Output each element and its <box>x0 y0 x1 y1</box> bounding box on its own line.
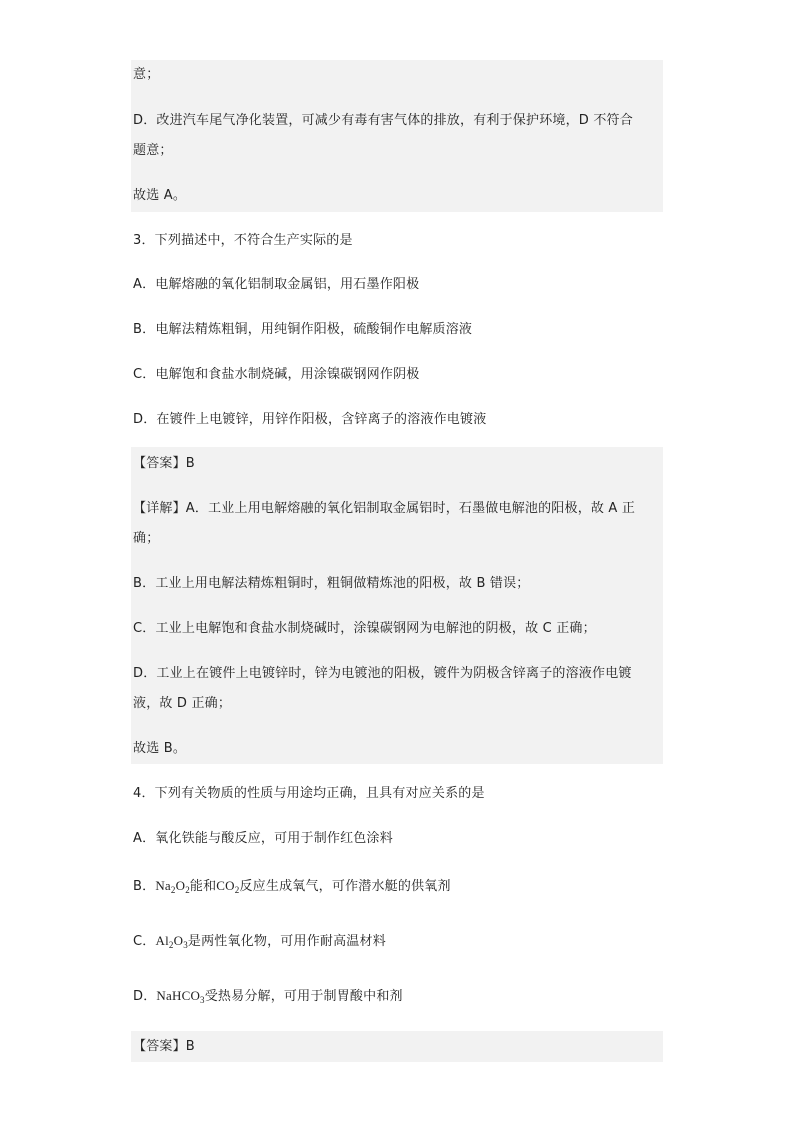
formula-part: NaHCO <box>156 988 201 1003</box>
option-d-suffix: 受热易分解，可用于制胃酸中和剂 <box>204 989 403 1004</box>
option-c-suffix: 是两性氧化物，可用作耐高温材料 <box>187 934 386 949</box>
q4-option-b <box>133 878 451 895</box>
q3-detail-d: D．工业上在镀件上电镀锌时，锌为电镀池的阳极，镀件为阴极含锌离子的溶液作电镀 <box>133 666 632 681</box>
q4-option-c <box>133 933 386 950</box>
formula-part: Na <box>155 878 171 893</box>
option-b-mid: 能和 <box>189 879 217 894</box>
formula-subscript: 3 <box>200 995 205 1005</box>
formula-subscript: 3 <box>183 940 188 950</box>
formula-co2 <box>216 878 239 893</box>
formula-subscript: 2 <box>234 885 240 895</box>
q3-option-c: C．电解饱和食盐水制烧碱，用涂镍碳钢网作阴极 <box>133 367 420 382</box>
option-b-suffix: 反应生成氧气，可作潜水艇的供氧剂 <box>239 879 451 894</box>
q3-detail-b: B．工业上用电解法精炼粗铜时，粗铜做精炼池的阳极，故 B 错误； <box>133 576 530 591</box>
q4-answer: 【答案】B <box>133 1039 195 1054</box>
q3-detail-a: 【详解】A．工业上用电解熔融的氧化铝制取金属铝时，石墨做电解池的阳极，故 A 正 <box>133 501 636 516</box>
formula-part: O <box>175 878 186 893</box>
q4-option-a: A．氧化铁能与酸反应，可用于制作红色涂料 <box>133 831 393 846</box>
q4-option-d <box>133 988 403 1005</box>
q3-detail-d-cont: 液，故 D 正确； <box>133 696 232 711</box>
formula-na2o2 <box>155 878 190 893</box>
prev-option-d-line: D．改进汽车尾气净化装置，可减少有毒有害气体的排放，有利于保护环境，D 不符合 <box>133 113 633 128</box>
formula-nahco3 <box>156 988 204 1003</box>
q3-answer: 【答案】B <box>133 456 195 471</box>
q4-answer-block <box>131 1031 663 1062</box>
q3-option-a: A．电解熔融的氧化铝制取金属铝，用石墨作阳极 <box>133 277 420 292</box>
prev-explanation-line: 意； <box>133 67 160 82</box>
formula-part: O <box>173 933 184 948</box>
option-b-prefix: B． <box>133 879 156 894</box>
formula-al2o3 <box>155 933 187 948</box>
q3-detail-a-cont: 确； <box>133 531 160 546</box>
formula-subscript: 2 <box>168 940 174 950</box>
formula-part: CO <box>216 878 235 893</box>
q3-answer-block <box>131 447 663 764</box>
q3-detail-c: C．工业上电解饱和食盐水制烧碱时，涂镍碳钢网为电解池的阴极，故 C 正确； <box>133 621 596 636</box>
option-d-prefix: D． <box>133 989 157 1004</box>
prev-conclusion: 故选 A。 <box>133 188 187 203</box>
formula-part: Al <box>155 933 169 948</box>
q3-option-b: B．电解法精炼粗铜，用纯铜作阳极，硫酸铜作电解质溶液 <box>133 322 473 337</box>
q3-stem: 3．下列描述中，不符合生产实际的是 <box>133 233 353 248</box>
formula-subscript: 2 <box>185 885 190 895</box>
formula-subscript: 2 <box>170 885 176 895</box>
q4-stem: 4．下列有关物质的性质与用途均正确，且具有对应关系的是 <box>133 786 485 801</box>
prev-explanation-block <box>131 60 663 212</box>
prev-option-d-line-cont: 题意； <box>133 143 173 158</box>
option-c-prefix: C． <box>133 934 156 949</box>
q3-conclusion: 故选 B。 <box>133 741 187 756</box>
q3-option-d: D．在镀件上电镀锌，用锌作阳极，含锌离子的溶液作电镀液 <box>133 412 487 427</box>
